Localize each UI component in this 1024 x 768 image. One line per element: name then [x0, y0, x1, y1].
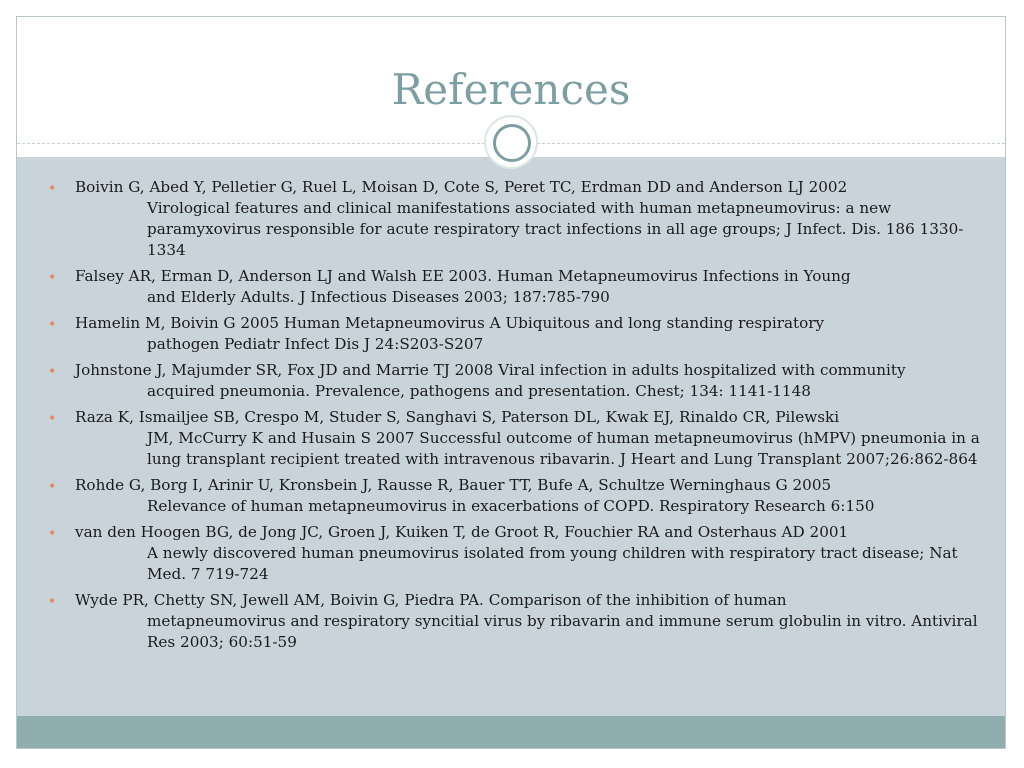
- reference-item: [47, 266, 987, 308]
- bullet-icon: •: [48, 479, 57, 495]
- bullet-icon: •: [48, 317, 57, 333]
- slide-frame: [16, 16, 1006, 749]
- circle-ornament-icon: [484, 115, 538, 169]
- circle-ornament-inner: [493, 124, 531, 162]
- reference-item: [47, 360, 987, 402]
- bullet-icon: •: [48, 181, 57, 197]
- reference-lead: Raza K, Ismailjee SB, Crespo M, Studer S, Sanghavi S, Paterson DL, Kwak EJ, Rinaldo CR, Pilewski: [75, 408, 840, 426]
- reference-continuation: JM, McCurry K and Husain S 2007 Successful outcome of human metapneumovirus (hMPV) pneumonia in a lung transplant recipient treated with intravenous ribavarin. J Heart and Lung Transplant 2007;26:862-864: [147, 429, 980, 468]
- reference-continuation: and Elderly Adults. J Infectious Diseases 2003; 187:785-790: [147, 288, 610, 306]
- reference-lead: van den Hoogen BG, de Jong JC, Groen J, Kuiken T, de Groot R, Fouchier RA and Osterhaus AD 2001: [75, 523, 849, 541]
- slide-title: References: [391, 65, 631, 114]
- reference-lead: Boivin G, Abed Y, Pelletier G, Ruel L, Moisan D, Cote S, Peret TC, Erdman DD and Anderson LJ 2002: [75, 178, 848, 196]
- reference-item: [47, 590, 987, 653]
- bullet-icon: •: [48, 364, 57, 380]
- reference-item: [47, 313, 987, 355]
- reference-lead: Rohde G, Borg I, Arinir U, Kronsbein J, Rausse R, Bauer TT, Bufe A, Schultze Werninghaus G 2005: [75, 476, 832, 494]
- reference-continuation: Relevance of human metapneumovirus in exacerbations of COPD. Respiratory Research 6:150: [147, 497, 875, 515]
- bullet-icon: •: [48, 411, 57, 427]
- reference-continuation: metapneumovirus and respiratory syncitial virus by ribavarin and immune serum globulin in vitro. Antiviral Res 2003; 60:51-59: [147, 612, 978, 651]
- reference-lead: Wyde PR, Chetty SN, Jewell AM, Boivin G, Piedra PA. Comparison of the inhibition of human: [75, 591, 787, 609]
- reference-lead: Johnstone J, Majumder SR, Fox JD and Marrie TJ 2008 Viral infection in adults hospitalized with community: [75, 361, 906, 379]
- bullet-icon: •: [48, 526, 57, 542]
- footer-band: [17, 716, 1005, 749]
- reference-item: [47, 522, 987, 585]
- reference-item: [47, 407, 987, 470]
- reference-continuation: acquired pneumonia. Prevalence, pathogens and presentation. Chest; 134: 1141-1148: [147, 382, 811, 400]
- bullet-icon: •: [48, 270, 57, 286]
- reference-lead: Falsey AR, Erman D, Anderson LJ and Walsh EE 2003. Human Metapneumovirus Infections in Young: [75, 267, 851, 285]
- reference-item: [47, 177, 987, 261]
- reference-continuation: A newly discovered human pneumovirus isolated from young children with respiratory tract disease; Nat Med. 7 719-724: [147, 544, 958, 583]
- reference-list: [47, 177, 987, 658]
- reference-continuation: Virological features and clinical manifestations associated with human metapneumovirus: a new paramyxovirus responsible for acute respiratory tract infections in all age groups; J Infect. Dis. 186 1330-1334: [147, 199, 964, 259]
- reference-item: [47, 475, 987, 517]
- bullet-icon: •: [48, 594, 57, 610]
- reference-lead: Hamelin M, Boivin G 2005 Human Metapneumovirus A Ubiquitous and long standing respiratory: [75, 314, 825, 332]
- reference-continuation: pathogen Pediatr Infect Dis J 24:S203-S207: [147, 335, 484, 353]
